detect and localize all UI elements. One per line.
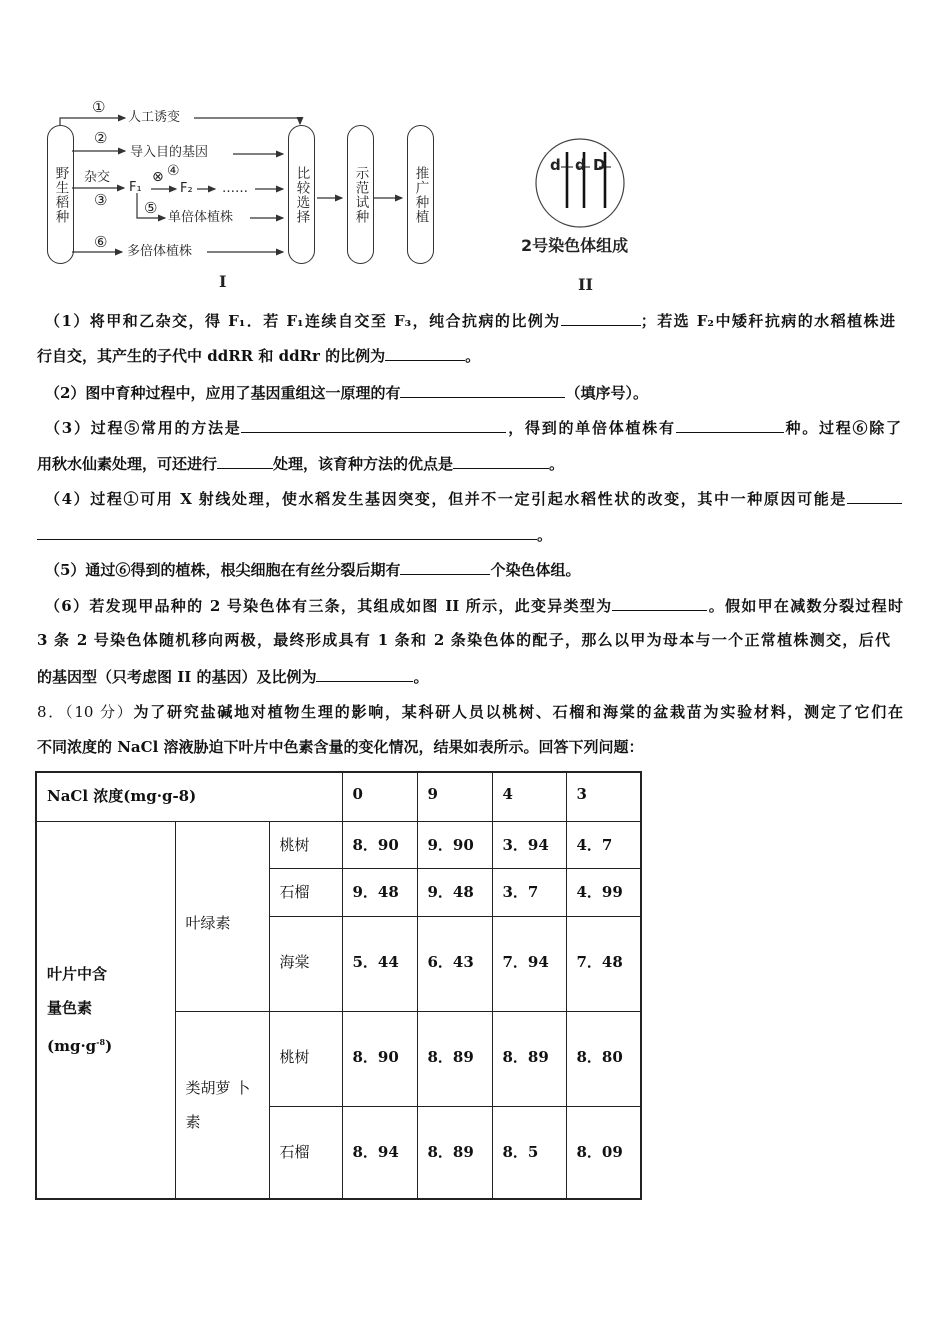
cross-label: 杂交 — [84, 170, 111, 185]
value-cell: 3．94 — [492, 821, 566, 868]
label-line: 量色素 — [47, 998, 93, 1017]
q2-answer-blank[interactable] — [400, 382, 565, 398]
plant-cell: 桃树 — [269, 1011, 342, 1106]
carotenoid-label — [175, 1011, 269, 1199]
q8-line-1 — [37, 702, 903, 722]
unit-exponent: -8 — [96, 1036, 106, 1047]
step-5-label: ⑤ — [144, 199, 158, 217]
q1-text: 行自交，其产生的子代中 ddRR 和 ddRr 的比例为 — [37, 347, 386, 365]
f1-label: F₁ — [129, 180, 142, 195]
q8-text: 不同浓度的 NaCl 溶液胁迫下叶片中色素含量的变化情况，结果如表所示。回答下列问题： — [37, 738, 644, 756]
concentration-cell: 4 — [492, 772, 566, 821]
q1-line-2 — [37, 345, 480, 365]
promote-planting-box — [407, 125, 434, 264]
unit-text: ) — [105, 1036, 113, 1055]
q2-text: （填序号）。 — [565, 384, 648, 402]
f2-label: F₂ — [180, 181, 193, 196]
q3-text: 用秋水仙素处理，可还进行 — [37, 455, 218, 473]
value-cell: 8．89 — [417, 1106, 492, 1199]
step-3-label: ③ — [94, 191, 108, 209]
gene-d-2: d — [575, 156, 586, 174]
q4-text: 。 — [537, 526, 553, 544]
q4-answer-blank-1[interactable] — [847, 488, 902, 504]
q5-text: 个染色体组。 — [490, 561, 581, 579]
value-cell: 7．94 — [492, 916, 566, 1011]
wild-rice-box — [47, 125, 74, 264]
gene-d-1: d — [550, 156, 561, 174]
step-2-label: ② — [94, 129, 108, 147]
value-cell: 8．90 — [342, 1011, 417, 1106]
q6-line-3 — [37, 666, 429, 686]
concentration-cell: 0 — [342, 772, 417, 821]
q1-line-1 — [45, 310, 895, 330]
value-cell: 8．90 — [342, 821, 417, 868]
haploid-label: 单倍体植株 — [168, 210, 234, 225]
q1-answer-blank-1[interactable] — [561, 310, 641, 326]
selfing-icon: ⊗ — [152, 169, 164, 185]
value-cell: 6．43 — [417, 916, 492, 1011]
q6-answer-blank-2[interactable] — [316, 666, 413, 682]
q4-line-2 — [37, 524, 552, 544]
q6-line-1 — [45, 595, 903, 615]
q3-answer-blank-3[interactable] — [217, 453, 273, 469]
q3-text: （3）过程⑤常用的方法是 — [45, 419, 242, 437]
box-label: 推广种植 — [412, 165, 429, 224]
box-label: 比较选择 — [293, 165, 310, 224]
q2-text: （2）图中育种过程中，应用了基因重组这一原理的有 — [45, 384, 401, 402]
value-cell: 8．09 — [566, 1106, 641, 1199]
chromosome-circle — [530, 130, 640, 240]
pigment-table — [35, 771, 642, 1200]
value-cell: 4．99 — [566, 868, 641, 916]
label-line — [47, 1025, 165, 1063]
q6-answer-blank-1[interactable] — [612, 595, 707, 611]
ellipsis-label: …… — [222, 181, 248, 196]
q6-text: 。 — [413, 668, 429, 686]
q8-line-2 — [37, 737, 644, 757]
step-1-label: ① — [92, 98, 106, 116]
chlorophyll-label: 叶绿素 — [175, 821, 269, 1011]
figure-2-label: II — [578, 275, 593, 294]
value-cell: 7．48 — [566, 916, 641, 1011]
gene-D: D — [593, 156, 606, 174]
q8-number: 8．（10 分） — [37, 703, 134, 721]
q3-answer-blank-4[interactable] — [453, 453, 549, 469]
q5-answer-blank[interactable] — [400, 559, 490, 575]
q5-line — [45, 559, 580, 579]
q3-answer-blank-2[interactable] — [676, 417, 784, 433]
figure-1-label: I — [219, 272, 227, 291]
q4-text: （4）过程①可用 X 射线处理，使水稻发生基因突变，但并不一定引起水稻性状的改变，其中一种原因可能是 — [45, 490, 847, 508]
value-cell: 5．44 — [342, 916, 417, 1011]
gene-import-label: 导入目的基因 — [130, 145, 209, 160]
q1-text: （1）将甲和乙杂交，得 F₁．若 F₁连续自交至 F₃，纯合抗病的比例为 — [45, 312, 561, 330]
value-cell: 8．94 — [342, 1106, 417, 1199]
q4-line-1 — [45, 488, 902, 508]
box-label: 示范试种 — [352, 165, 369, 224]
value-cell: 8．89 — [492, 1011, 566, 1106]
q1-text: ；若选 F₂中矮秆抗病的水稻植株进 — [640, 312, 895, 330]
value-cell: 8．5 — [492, 1106, 566, 1199]
box-label: 野生稻种 — [52, 165, 69, 224]
q6-text: 。假如甲在减数分裂过程时 — [707, 597, 903, 615]
plant-cell: 桃树 — [269, 821, 342, 868]
value-cell: 3．7 — [492, 868, 566, 916]
q3-text: 。 — [549, 455, 565, 473]
trial-planting-box — [347, 125, 374, 264]
q2-line — [45, 382, 648, 402]
value-cell: 9．90 — [417, 821, 492, 868]
q3-line-1 — [45, 417, 901, 437]
value-cell: 8．80 — [566, 1011, 641, 1106]
step-6-label: ⑥ — [94, 233, 108, 251]
plant-cell: 石榴 — [269, 1106, 342, 1199]
mutation-label: 人工诱变 — [128, 110, 181, 125]
chromosome-caption: 2号染色体组成 — [521, 236, 629, 255]
plant-cell: 海棠 — [269, 916, 342, 1011]
q1-answer-blank-2[interactable] — [385, 345, 465, 361]
compare-select-box — [288, 125, 315, 264]
q6-text: 3 条 2 号染色体随机移向两极，最终形成具有 1 条和 2 条染色体的配子，那么以甲为母本与一个正常植株测交，后代 — [37, 631, 890, 649]
q6-text: 的基因型（只考虑图 II 的基因）及比例为 — [37, 668, 317, 686]
q4-answer-blank-2[interactable] — [37, 524, 537, 540]
concentration-cell: 3 — [566, 772, 641, 821]
label-line: 叶片中含 — [47, 964, 108, 983]
polyploid-label: 多倍体植株 — [127, 244, 193, 259]
plant-cell: 石榴 — [269, 868, 342, 916]
q8-text: 为了研究盐碱地对植物生理的影响，某科研人员以桃树、石榴和海棠的盆栽苗为实验材料，测定了它们在 — [133, 703, 903, 721]
table-row — [36, 821, 641, 868]
step-4-label: ④ — [167, 163, 180, 179]
nacl-header: NaCl 浓度(mg·g-8) — [36, 772, 342, 821]
concentration-cell: 9 — [417, 772, 492, 821]
value-cell: 9．48 — [417, 868, 492, 916]
label-line: 类胡萝 卜 — [185, 1078, 251, 1097]
unit-text: (mg·g — [47, 1036, 97, 1055]
q6-line-2 — [37, 630, 890, 650]
q3-text: 种。过程⑥除了 — [783, 419, 901, 437]
q3-line-2 — [37, 453, 564, 473]
value-cell: 8．89 — [417, 1011, 492, 1106]
q6-text: （6）若发现甲品种的 2 号染色体有三条，其组成如图 II 所示，此变异类型为 — [45, 597, 613, 615]
q3-answer-blank-1[interactable] — [241, 417, 506, 433]
pigment-content-label — [36, 821, 175, 1199]
q1-text: 。 — [465, 347, 481, 365]
value-cell: 4．7 — [566, 821, 641, 868]
value-cell: 9．48 — [342, 868, 417, 916]
q5-text: （5）通过⑥得到的植株，根尖细胞在有丝分裂后期有 — [45, 561, 401, 579]
table-header-row — [36, 772, 641, 821]
q3-text: 处理，该育种方法的优点是 — [273, 455, 454, 473]
q3-text: ，得到的单倍体植株有 — [506, 419, 676, 437]
label-line: 素 — [185, 1112, 201, 1131]
